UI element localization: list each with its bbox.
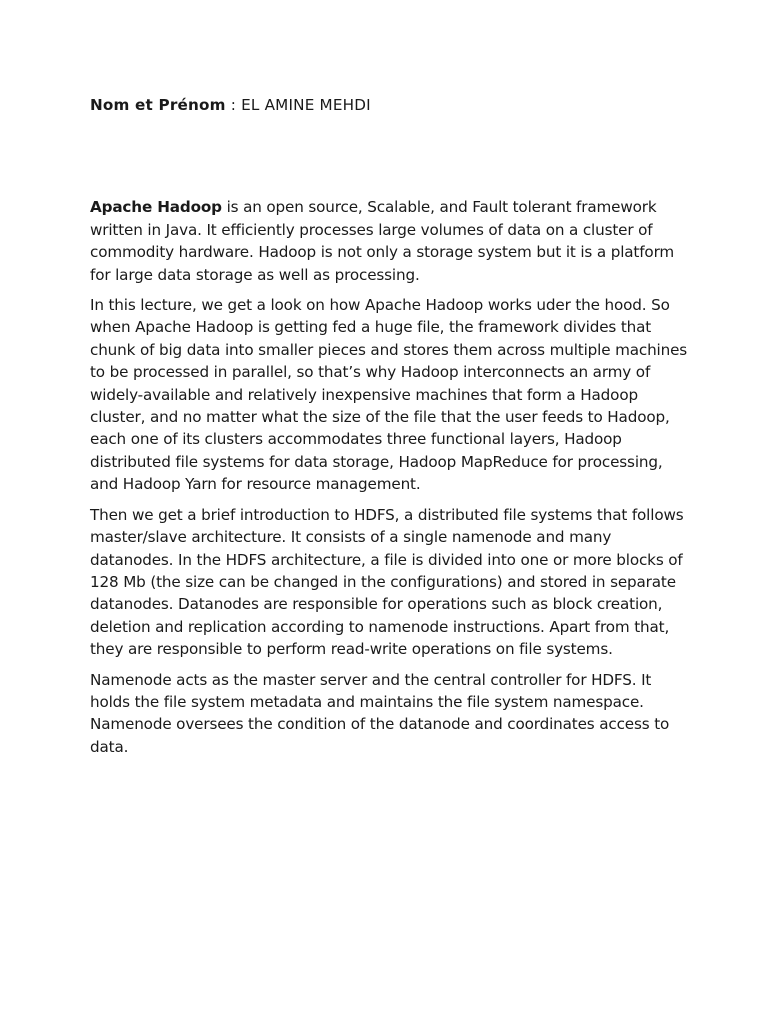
name-label: Nom et Prénom: [90, 96, 226, 114]
name-line: [90, 94, 690, 116]
paragraph-intro-text: is an open source, Scalable, and Fault tolerant framework written in Java. It efficiently processes large volumes of data on a cluster of commodity hardware. Hadoop is not only a storage system but it is a platform for large data storage as well as processing.: [90, 198, 675, 284]
paragraph-namenode: Namenode acts as the master server and the central controller for HDFS. It holds the file system metadata and maintains the file system namespace. Namenode oversees the condition of the datanode and coordinates access to data.: [90, 670, 670, 756]
document-body: [90, 94, 690, 766]
paragraph-lecture: In this lecture, we get a look on how Apache Hadoop works uder the hood. So when Apache Hadoop is getting fed a huge file, the framework divides that chunk of big data into smaller pieces and stores them across multiple machines to be processed in parallel, so that’s why Hadoop interconnects an army of widely-available and relatively inexpensive machines that form a Hadoop cluster, and no matter what the size of the file that the user feeds to Hadoop, each one of its clusters accommodates three functional layers, Hadoop distributed file systems for data storage, Hadoop MapReduce for processing, and Hadoop Yarn for resource management.: [90, 296, 688, 494]
paragraph-bold-lead: Apache Hadoop: [90, 198, 222, 217]
name-value: EL AMINE MEHDI: [241, 96, 371, 114]
name-separator: :: [225, 96, 242, 114]
paragraph-hdfs: Then we get a brief introduction to HDFS, a distributed file systems that follows master/slave architecture. It consists of a single namenode and many datanodes. In the HDFS architecture, a file is divided into one or more blocks of 128 Mb (the size can be changed in the configurations) and stored in separate datanodes. Datanodes are responsible for operations such as block creation, deletion and replication according to namenode instructions. Apart from that, they are responsible to perform read-write operations on file systems.: [90, 505, 684, 659]
paragraph-hadoop-intro: [90, 196, 690, 286]
